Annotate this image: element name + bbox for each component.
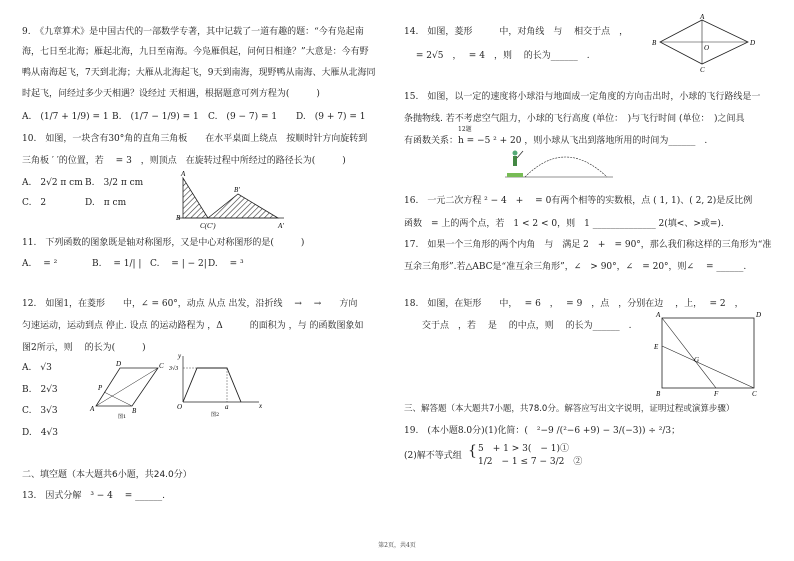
q10-label-c: C(C′) (200, 222, 216, 230)
fig2-label-y: y (178, 352, 182, 360)
q12-option-d: D. 4√3 (22, 428, 58, 438)
q9-option-c: C. (9 − 7) = 1 (208, 112, 278, 122)
q18-label-e: E (654, 343, 659, 351)
q18-label-a: A (656, 311, 661, 319)
q10-line-1: 10. 如图，一块含有30°角的直角三角板 在水平桌面上绕点 按顺时针方向旋转到 (22, 134, 368, 144)
q19-system-label: (2)解不等式组 (404, 451, 462, 461)
q9-option-a: A. (1/7 + 1/9) = 1 (22, 112, 109, 122)
q10-option-a: A. 2√2 π cm (22, 178, 83, 188)
q10-triangle-figure (178, 168, 286, 230)
q11-option-b: B. = 1/| | (92, 259, 142, 269)
q9-line-4: 时起飞，问经过多少天相遇？设经过 天相遇，根据题意可列方程为( ) (22, 89, 320, 99)
q14-line-2: = 2√5 ， = 4 ，则 的长为______ . (404, 51, 590, 61)
q10-option-c: C. 2 (22, 198, 47, 208)
q10-option-b: B. 3/2 π cm (85, 178, 144, 188)
fig1-label-p: P (98, 384, 103, 392)
q11-line: 11. 下列函数的图象既是轴对称图形，又是中心对称图形的是( ) (22, 238, 305, 248)
q15-golf-trajectory-figure (505, 143, 615, 183)
fig2-caption: 图2 (211, 412, 220, 418)
q15-line-1: 15. 如图，以一定的速度将小球沿与地面成一定角度的方向击出时，小球的飞行路线是一 (404, 92, 761, 102)
fig1-label-b: B (132, 407, 137, 415)
q18-line-1: 18. 如图，在矩形 中， = 6 ， = 9 ，点 ，分别在边 ，上， = 2 ， (404, 299, 744, 309)
q14-rhombus-figure (652, 14, 758, 74)
q15-top-note: 12题 (458, 126, 472, 133)
q15-line-3: 有函数关系：h = −5 ² + 20 ，则小球从飞出到落地所用的时间为______ . (404, 136, 708, 146)
q10-option-d: D. π cm (85, 198, 127, 208)
q12-rhombus-figure-1 (88, 356, 168, 418)
q11-option-d: D. = ³ (208, 259, 244, 269)
fig1-label-c: C (159, 362, 164, 370)
q14-line-1: 14. 如图，菱形 中，对角线 与 相交于点 ， (404, 27, 629, 37)
q19-inequality-1: 5 + 1 > 3( − 1)① (478, 444, 569, 454)
q15-line-2: 条抛物线. 若不考虑空气阻力，小球的飞行高度 (单位： )与飞行时间 (单位： )之间具 (404, 114, 745, 124)
q16-line-2: 函数 = 上的两个点，若 1 < 2 < 0，则 1 ______________ 2(填<、>或=). (404, 219, 724, 229)
q9-option-d: D. (9 + 7) = 1 (296, 112, 366, 122)
q12-line-3: 图2所示，则 的长为( ) (22, 343, 146, 353)
q9-option-b: B. (1/7 − 1/9) = 1 (112, 112, 199, 122)
q18-label-d: D (756, 311, 762, 319)
fig2-label-x: x (259, 402, 263, 410)
q9-line-2: 海，七日至北海；雁起北海，九日至南海。今凫雁俱起，问何日相逢？”大意是：今有野 (22, 47, 369, 57)
q14-label-c: C (700, 66, 705, 74)
section-3-heading: 三、解答题（本大题共7小题，共78.0分。解答应写出文字说明，证明过程或演算步骤） (404, 404, 735, 414)
q12-graph-figure-2 (169, 352, 265, 418)
q10-label-a: A (181, 170, 186, 178)
q18-label-g: G (694, 356, 700, 364)
q9-line-3: 鸭从南海起飞，7天到北海；大雁从北海起飞，9天到南海，现野鸭从南海、大雁从北海同 (22, 68, 376, 78)
q11-option-c: C. = | − 2| (150, 259, 207, 269)
q12-option-b: B. 2√3 (22, 385, 58, 395)
fig1-caption: 图1 (118, 414, 127, 420)
section-2-heading: 二、填空题（本大题共6小题，共24.0分） (22, 470, 192, 480)
fig2-label-a: a (225, 403, 229, 411)
q10-line-2: 三角板 ′ ′的位置，若 = 3 ，则顶点 在旋转过程中所经过的路径长为( ) (22, 156, 346, 166)
golfer-icon (507, 151, 523, 178)
q12-line-2: 匀速运动，运动到点 停止. 设点 的运动路程为 ，Δ 的面积为 ，与 的函数图象如 (22, 321, 364, 331)
q14-label-d: D (750, 39, 756, 47)
q10-label-b-prime: B′ (234, 186, 240, 194)
q17-line-2: 互余三角形”.若△ABC是“准互余三角形”，∠ > 90°，∠ = 20°，则∠ = ______. (404, 262, 747, 272)
fig2-label-o: O (177, 403, 183, 411)
fig2-label-3root3: 3√3 (169, 366, 179, 372)
fig1-label-d: D (116, 360, 122, 368)
q16-line-1: 16. 一元二次方程 ² − 4 + = 0有两个相等的实数根，点 ( 1, 1)、( 2, 2)是反比例 (404, 196, 753, 206)
q13-line: 13. 因式分解 ³ − 4 = ______. (22, 491, 166, 501)
q19-brace: { (468, 443, 477, 459)
q14-label-a: A (700, 13, 705, 21)
page-footer: 第2页，共4页 (378, 542, 416, 549)
q14-label-o: O (704, 44, 710, 52)
q17-line-1: 17. 如果一个三角形的两个内角 与 满足 2 + = 90°，那么我们称这样的三角形为“准 (404, 240, 772, 250)
q12-line-1: 12. 如图1，在菱形 中，∠ = 60°，动点 从点 出发，沿折线 → → 方向 (22, 299, 358, 309)
q14-label-b: B (652, 39, 657, 47)
q18-line-2: 交于点 ，若 是 的中点，则 的长为______ . (404, 321, 632, 331)
q19-inequality-2: 1/2 − 1 ≤ 7 − 3/2 ② (478, 457, 583, 467)
q18-label-f: F (714, 390, 719, 398)
fig1-label-a: A (90, 405, 95, 413)
q18-label-b: B (656, 390, 661, 398)
q18-rectangle-figure (654, 310, 762, 398)
q11-option-a: A. = ² (22, 259, 58, 269)
q12-option-a: A. √3 (22, 363, 52, 373)
q10-label-a-prime: A′ (278, 222, 284, 230)
q9-line-1: 9. 《九章算术》是中国古代的一部数学专著，其中记载了一道有趣的题：“今有凫起南 (22, 27, 364, 37)
q18-label-c: C (752, 390, 757, 398)
q12-option-c: C. 3√3 (22, 406, 58, 416)
q10-label-b: B (176, 214, 181, 222)
q19-line-1: 19. (本小题8.0分)(1)化简：( ²−9 /(²−6 +9) − 3/(−3)) ÷ ²/3； (404, 426, 681, 436)
